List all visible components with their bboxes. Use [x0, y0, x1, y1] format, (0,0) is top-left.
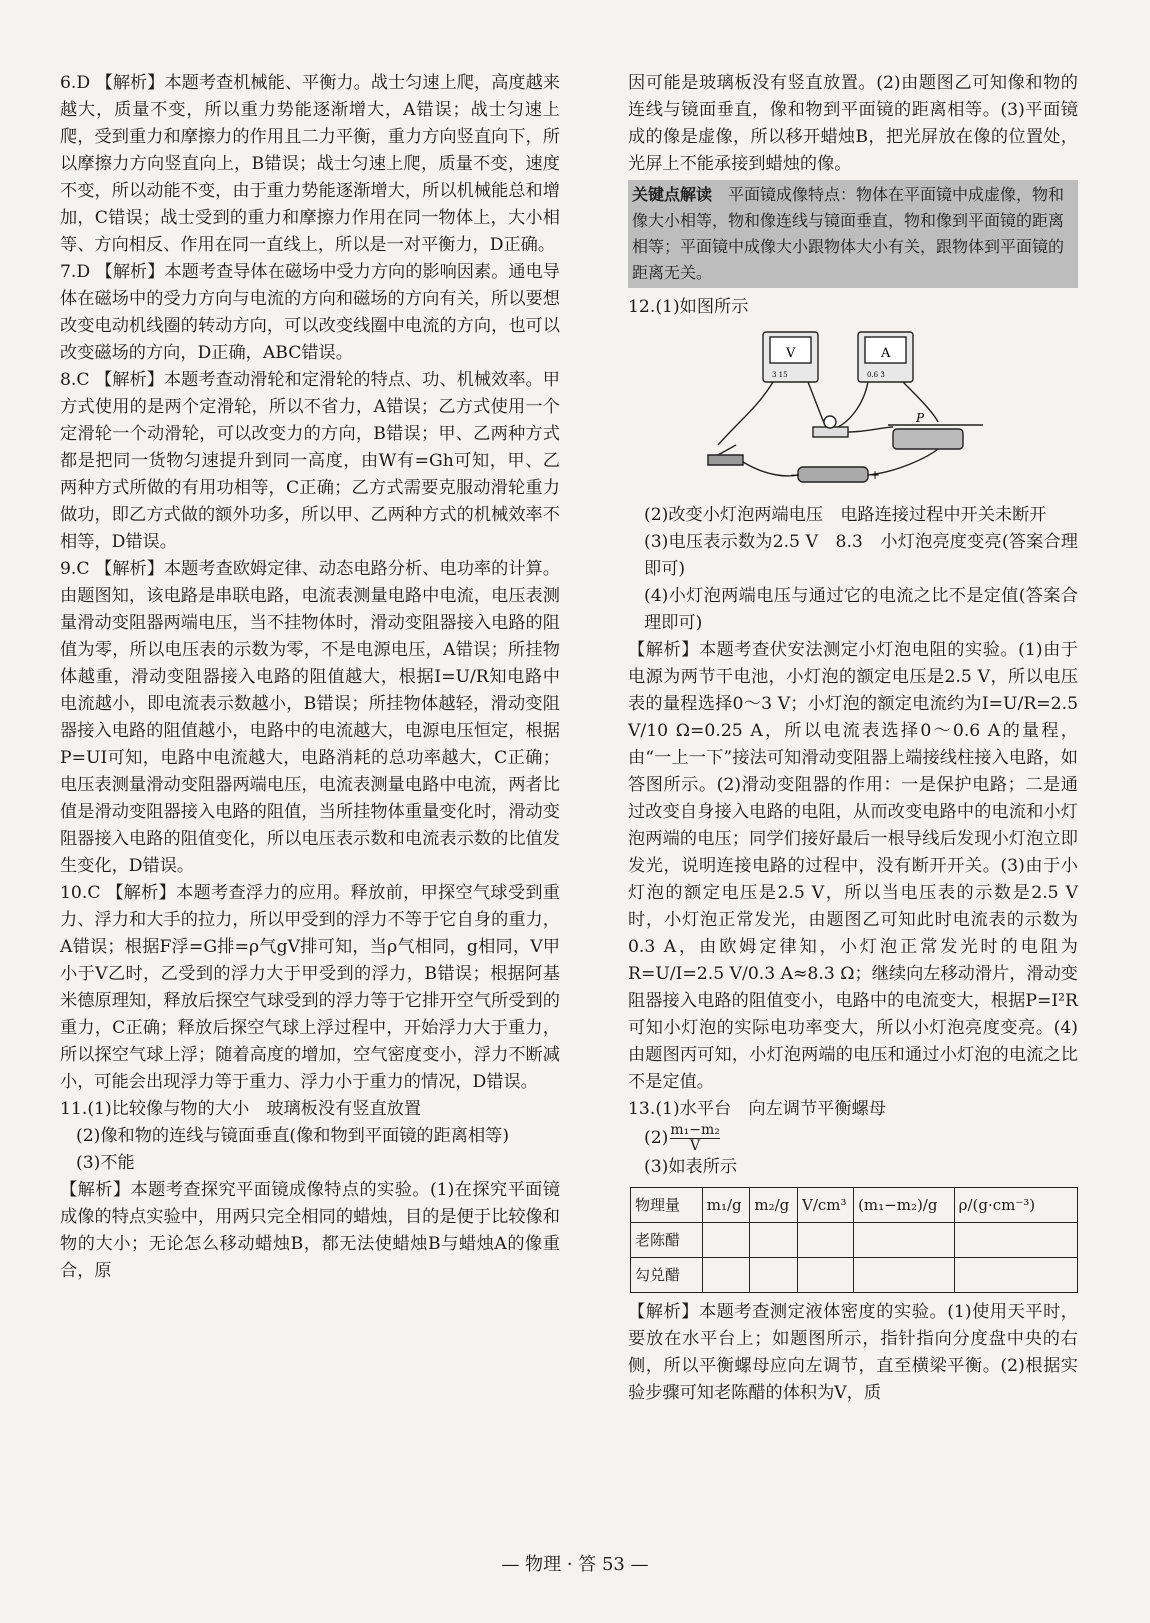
answer-q12-explanation: 【解析】本题考查伏安法测定小灯泡电阻的实验。(1)由于电源为两节干电池，小灯泡的额定电压是2.5 V，所以电压表的量程选择0～3 V；小灯泡的额定电流约为I=U/R=2.5 V/10 Ω=0.25 A，所以电流表选择0～0.6 A的量程，由“一上一下”接法可知滑动变阻器上端接线柱接入电路，如答图所示。(2)滑动变阻器的作用：一是保护电路；二是通过改变自身接入电路的电阻，从而改变电路中的电流和小灯泡两端的电压；同学们接好最后一根导线后发现小灯泡立即发光，说明连接电路的过程中，没有断开开关。(3)由于小灯泡的额定电压是2.5 V，所以当电压表的示数是2.5 V时，小灯泡正常发光，由题图乙可知此时电流表的示数为0.3 A，由欧姆定律知，小灯泡正常发光时的电阻为R=U/I=2.5 V/0.3 A≈8.3 Ω；继续向左移动滑片，滑动变阻器接入电路的阻值变小，电路中的电流变大，根据P=I²R可知小灯泡的实际电功率变大，所以小灯泡亮度变亮。(4)由题图丙可知，小灯泡两端的电压和通过小灯泡的电流之比不是定值。: [628, 640, 1078, 1092]
left-column: [60, 70, 560, 1285]
answer-q13-part3: (3)如表所示: [644, 1157, 738, 1177]
table-cell: [702, 1258, 750, 1293]
key-point-box: [628, 180, 1078, 288]
answer-q11-explanation: 【解析】本题考查探究平面镜成像特点的实验。(1)在探究平面镜成像的特点实验中，用两只完全相同的蜡烛，目的是便于比较像和物的大小；无论怎么移动蜡烛B，都无法使蜡烛B与蜡烛A的像重合，原: [60, 1180, 560, 1281]
table-header-cell: 物理量: [631, 1188, 703, 1223]
table-header-cell: ρ/(g·cm⁻³): [954, 1188, 1077, 1223]
key-point-text: 平面镜成像特点：物体在平面镜中成虚像，物和像大小相等，物和像连线与镜面垂直，物和像到平面镜的距离相等；平面镜中成像大小跟物体大小有关，跟物体到平面镜的距离无关。: [632, 185, 1065, 282]
slider-label: P: [916, 411, 925, 425]
table-header-cell: V/cm³: [798, 1188, 854, 1223]
answer-q12-part4: (4)小灯泡两端电压与通过它的电流之比不是定值(答案合理即可): [644, 586, 1078, 633]
answer-q11-part2: (2)像和物的连线与镜面垂直(像和物到平面镜的距离相等): [76, 1126, 510, 1146]
answer-q11-part3: (3)不能: [76, 1153, 135, 1173]
data-table: [630, 1187, 1078, 1293]
table-cell: [854, 1258, 955, 1293]
table-row: [631, 1258, 1078, 1293]
answer-q10: 10.C 【解析】本题考查浮力的应用。释放前，甲探空气球受到重力、浮力和大手的拉力，所以甲受到的浮力不等于它自身的重力，A错误；根据F浮=G排=ρ气gV排可知，当ρ气相同，g相同，V甲小于V乙时，乙受到的浮力大于甲受到的浮力，B错误；根据阿基米德原理知，释放后探空气球受到的浮力等于它排开空气所受到的重力，C正确；释放后探空气球上浮过程中，开始浮力大于重力，所以探空气球上浮；随着高度的增加，空气密度变小，浮力不断减小，可能会出现浮力等于重力、浮力小于重力的情况，D错误。: [60, 883, 560, 1092]
answer-q12-part2: (2)改变小灯泡两端电压 电路连接过程中开关未断开: [644, 505, 1047, 525]
answer-q9: 9.C 【解析】本题考查欧姆定律、动态电路分析、电功率的计算。由题图知，该电路是串联电路，电流表测量电路中电流，电压表测量滑动变阻器两端电压，当不挂物体时，滑动变阻器接入电路的阻值为零，所以电压表的示数为零，不是电源电压，A错误；所挂物体越重，滑动变阻器接入电路的阻值越大，根据I=U/R知电路中电流越小，即电流表示数越小，B错误；所挂物体越轻，滑动变阻器接入电路的阻值越小，电路中的电流越大，电源电压恒定，根据P=UI可知，电路中电流越大，电路消耗的总功率越大，C正确；电压表测量滑动变阻器两端电压，电流表测量电路中电流，两者比值是滑动变阻器接入电路的阻值，当所挂物体重量变化时，滑动变阻器接入电路的阻值变化，所以电压表示数和电流表示数的比值发生变化，D错误。: [60, 559, 560, 876]
answer-q13-explanation: 【解析】本题考查测定液体密度的实验。(1)使用天平时，要放在水平台上；如题图所示，指针指向分度盘中央的右侧，所以平衡螺母应向左调节，直至横梁平衡。(2)根据实验步骤可知老陈醋的体积为V，质: [628, 1302, 1078, 1403]
table-cell: [798, 1258, 854, 1293]
table-cell: [954, 1223, 1077, 1258]
table-cell: 勾兑醋: [631, 1258, 703, 1293]
battery-plus: +: [870, 468, 881, 482]
answer-q13-part1: 13.(1)水平台 向左调节平衡螺母: [628, 1099, 886, 1119]
answer-q11-part1: 11.(1)比较像与物的大小 玻璃板没有竖直放置: [60, 1099, 422, 1119]
answer-q7: 7.D 【解析】本题考查导体在磁场中受力方向的影响因素。通电导体在磁场中的受力方向与电流的方向和磁场的方向有关，所以要想改变电动机线圈的转动方向，可以改变线圈中电流的方向，也可以改变磁场的方向，D正确，ABC错误。: [60, 262, 560, 363]
table-cell: [702, 1223, 750, 1258]
table-cell: 老陈醋: [631, 1223, 703, 1258]
voltmeter-range: 3 15: [772, 371, 788, 379]
key-point-title: 关键点解读: [632, 185, 713, 204]
voltmeter-label: V: [786, 346, 796, 361]
answer-q12-part1: 12.(1)如图所示: [628, 297, 749, 317]
table-cell: [954, 1258, 1077, 1293]
answer-q13-part2: [628, 1123, 1078, 1154]
table-row: [631, 1223, 1078, 1258]
density-formula: [670, 1123, 720, 1154]
answer-q6: 6.D 【解析】本题考查机械能、平衡力。战士匀速上爬，高度越来越大，质量不变，所以重力势能逐渐增大，A错误；战士匀速上爬，受到重力和摩擦力的作用且二力平衡，重力方向竖直向下，所以摩擦力方向竖直向上，B错误；战士匀速上爬，质量不变，速度不变，所以动能不变，由于重力势能逐渐增大，所以机械能总和增加，C错误；战士受到的重力和摩擦力作用在同一物体上，大小相等、方向相反、作用在同一直线上，所以是一对平衡力，D正确。: [60, 73, 560, 255]
answer-q8: 8.C 【解析】本题考查动滑轮和定滑轮的特点、功、机械效率。甲方式使用的是两个定滑轮，所以不省力，A错误；乙方式使用一个定滑轮一个动滑轮，可以改变力的方向，B错误；甲、乙两种方式都是把同一货物匀速提升到同一高度，由W有=Gh可知，甲、乙两种方式所做的有用功相等，C正确；乙方式需要克服动滑轮重力做功，即乙方式做的额外功多，所以甲、乙两种方式的机械效率不相等，D错误。: [60, 370, 560, 552]
table-cell: [750, 1223, 798, 1258]
battery-minus: −: [790, 468, 801, 482]
table-cell: [750, 1258, 798, 1293]
table-cell: [854, 1223, 955, 1258]
answer-q11-explanation-cont: 因可能是玻璃板没有竖直放置。(2)由题图乙可知像和物的连线与镜面垂直，像和物到平面镜的距离相等。(3)平面镜成的像是虚像，所以移开蜡烛B，把光屏放在像的位置处，光屏上不能承接到蜡烛的像。: [628, 73, 1078, 174]
table-header-cell: m₁/g: [702, 1188, 750, 1223]
table-header-row: [631, 1188, 1078, 1223]
table-cell: [798, 1223, 854, 1258]
page-footer: — 物理 · 答 53 —: [501, 1554, 649, 1575]
q13-part2-prefix: (2): [644, 1128, 669, 1148]
table-header-cell: m₂/g: [750, 1188, 798, 1223]
ammeter-range: 0.6 3: [867, 371, 885, 379]
table-header-cell: (m₁−m₂)/g: [854, 1188, 955, 1223]
formula-numerator: m₁−m₂: [670, 1122, 720, 1138]
answer-q12-part3: (3)电压表示数为2.5 V 8.3 小灯泡亮度变亮(答案合理即可): [644, 532, 1078, 579]
formula-denominator: V: [690, 1138, 701, 1154]
circuit-diagram: [698, 327, 1008, 487]
right-column: [628, 70, 1078, 1407]
ammeter-label: A: [881, 346, 891, 361]
